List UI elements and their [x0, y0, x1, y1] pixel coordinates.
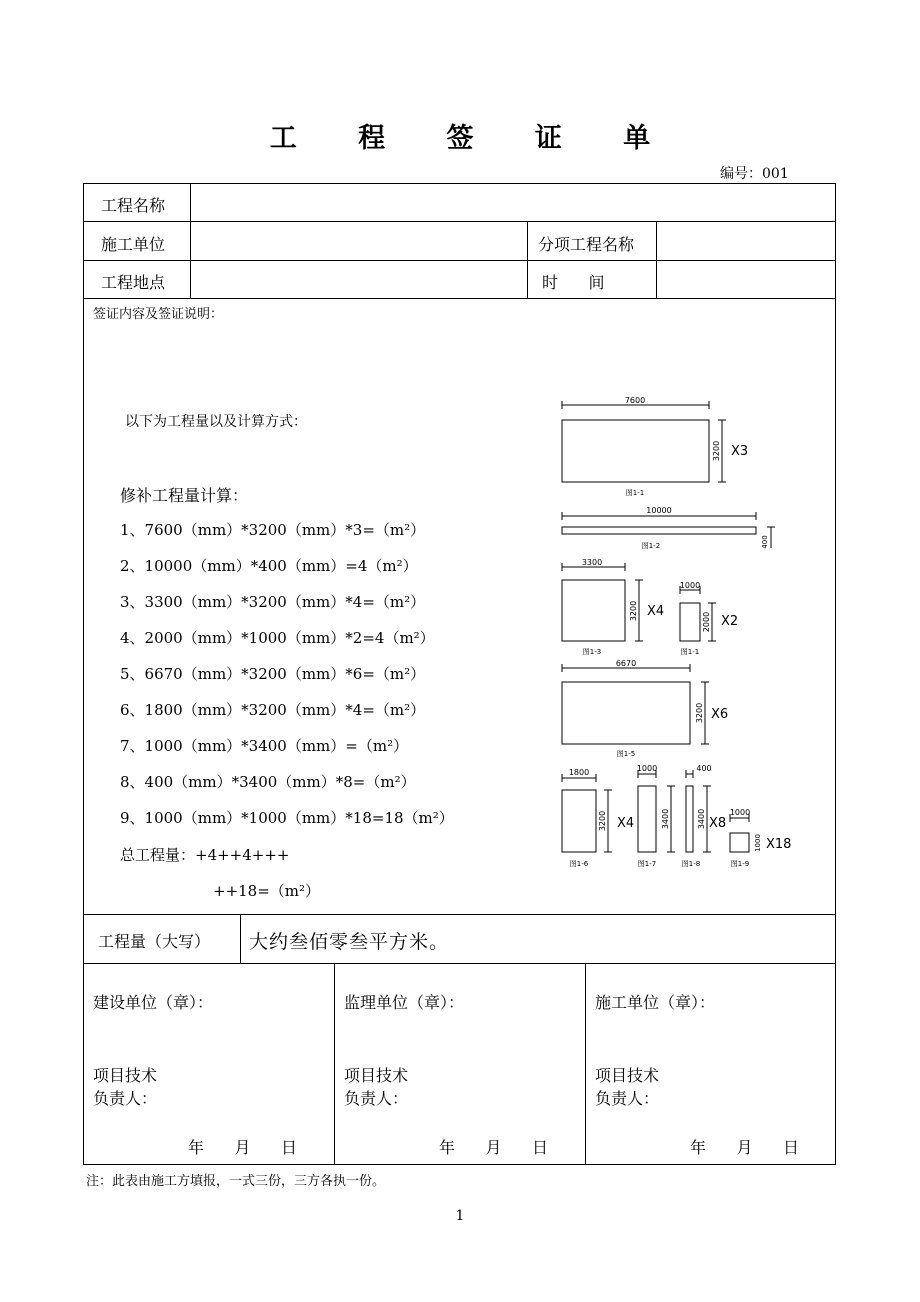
figure-caption: 图1-7 [637, 860, 657, 868]
dim-label: 400 [696, 764, 712, 773]
multiplier-label: X6 [711, 707, 729, 722]
signature-role: 负责人： [595, 1089, 660, 1108]
dim-label: 1000 [754, 834, 762, 852]
signature-unit: 监理单位（章）： [344, 993, 465, 1012]
dim-label: 1000 [729, 808, 751, 817]
multiplier-label: X18 [766, 837, 792, 852]
col-divider [334, 963, 335, 1165]
col-divider [527, 221, 528, 298]
panel-1-7 [637, 764, 675, 868]
figure-caption: 图1-1 [680, 648, 700, 656]
figure-caption: 图1-9 [730, 860, 750, 868]
location-label: 工程地点 [101, 273, 166, 292]
calc-line-6: 6、1800（mm）*3200（mm）*4=（m²） [120, 701, 426, 719]
row-divider [83, 298, 836, 299]
col-divider [656, 221, 657, 298]
dim-label: 3400 [661, 808, 670, 830]
dim-label: 1000 [636, 764, 658, 773]
multiplier-label: X4 [617, 816, 635, 831]
col-divider [585, 963, 586, 1165]
calc-line-5: 5、6670（mm）*3200（mm）*6=（m²） [120, 665, 426, 683]
figure-caption: 图1-5 [616, 750, 636, 758]
dim-label: 400 [761, 535, 769, 549]
figure-caption: 图1-2 [641, 542, 661, 550]
col-divider [190, 183, 191, 298]
multiplier-label: X3 [731, 444, 749, 459]
signature-role: 项目技术 [595, 1066, 660, 1085]
panel-1-8 [682, 764, 726, 868]
total-line-1: 总工程量：+4++4+++ [120, 846, 290, 864]
signature-unit: 施工单位（章）： [595, 993, 716, 1012]
calc-title: 修补工程量计算： [120, 486, 249, 505]
quantity-label: 工程量（大写） [98, 932, 211, 951]
dim-label: 2000 [702, 611, 711, 633]
multiplier-label: X2 [721, 614, 739, 629]
dimension-drawing [552, 392, 802, 877]
panel-1-1 [562, 396, 748, 497]
serial-number: 编号：001 [720, 166, 789, 182]
sub-item-label: 分项工程名称 [538, 235, 635, 254]
signature-role: 项目技术 [344, 1066, 409, 1085]
calc-intro: 以下为工程量以及计算方式： [125, 414, 307, 430]
dim-label: 3300 [581, 558, 603, 567]
signature-role: 负责人： [344, 1089, 409, 1108]
page-title: 工 程 签 证 单 [269, 123, 677, 154]
panel-1-6 [562, 768, 634, 868]
quantity-value: 大约叁佰零叁平方米。 [249, 931, 450, 953]
page-number: 1 [455, 1208, 465, 1224]
signature-date: 年 月 日 [690, 1138, 800, 1157]
project-name-label: 工程名称 [101, 196, 166, 215]
row-divider [83, 914, 836, 915]
dim-label: 3200 [598, 810, 607, 832]
panel-1-2 [562, 506, 775, 550]
signature-date: 年 月 日 [439, 1138, 549, 1157]
panel-1-5 [562, 659, 728, 758]
calc-line-1: 1、7600（mm）*3200（mm）*3=（m²） [120, 521, 426, 539]
calc-line-7: 7、1000（mm）*3400（mm）=（m²） [120, 737, 409, 755]
calc-line-3: 3、3300（mm）*3200（mm）*4=（m²） [120, 593, 426, 611]
dim-label: 1800 [568, 768, 590, 777]
row-divider [83, 963, 836, 964]
multiplier-label: X8 [709, 816, 727, 831]
dim-label: 7600 [624, 396, 646, 405]
panel-1-3 [562, 558, 664, 656]
dim-label: 3200 [629, 600, 638, 622]
time-label: 时 间 [542, 273, 605, 292]
calc-line-8: 8、400（mm）*3400（mm）*8=（m²） [120, 773, 416, 791]
col-divider [240, 914, 241, 963]
panel-1-9 [730, 808, 792, 868]
row-divider [83, 221, 836, 222]
construction-unit-label: 施工单位 [101, 235, 166, 254]
figure-caption: 图1-8 [681, 860, 701, 868]
footnote: 注：此表由施工方填报，一式三份，三方各执一份。 [86, 1174, 386, 1189]
figure-caption: 图1-6 [569, 860, 589, 868]
dim-label: 3400 [697, 808, 706, 830]
dim-label: 3200 [712, 440, 721, 462]
multiplier-label: X4 [647, 604, 665, 619]
panel-1-4 [680, 581, 738, 656]
figure-caption: 图1-1 [625, 489, 645, 497]
dim-label: 3200 [695, 702, 704, 724]
content-heading: 签证内容及签证说明： [93, 307, 224, 322]
total-line-2: ++18=（m²） [213, 882, 321, 900]
calc-line-2: 2、10000（mm）*400（mm）=4（m²） [120, 557, 418, 575]
signature-unit: 建设单位（章）： [93, 993, 214, 1012]
signature-date: 年 月 日 [188, 1138, 298, 1157]
row-divider [83, 260, 836, 261]
dim-label: 6670 [615, 659, 637, 668]
calc-line-4: 4、2000（mm）*1000（mm）*2=4（m²） [120, 629, 435, 647]
signature-role: 项目技术 [93, 1066, 158, 1085]
figure-caption: 图1-3 [582, 648, 602, 656]
calc-line-9: 9、1000（mm）*1000（mm）*18=18（m²） [120, 809, 454, 827]
dim-label: 10000 [646, 506, 672, 515]
signature-role: 负责人： [93, 1089, 158, 1108]
dim-label: 1000 [679, 581, 701, 590]
